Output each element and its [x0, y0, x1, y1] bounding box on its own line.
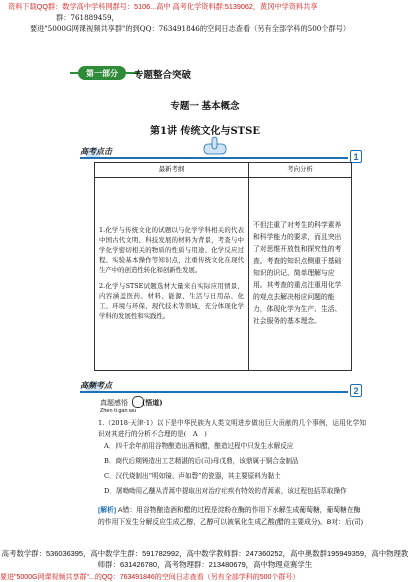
section-divider — [80, 391, 348, 393]
header-watermark-line2: 群：761889459， — [56, 13, 119, 22]
hand-pointer-icon — [202, 136, 232, 158]
footer-watermark-red: 要进"5000G网课视频共享群"...的QQ：763491846的空间日志查看（另有全部学科的500个群号） — [0, 574, 300, 581]
option-d: D．屠呦呦用乙醚从青蒿中提取出对治疗疟疾有特效的青蒿素，该过程包括萃取操作 — [104, 487, 347, 495]
part-title: 专题整合突破 — [134, 70, 192, 81]
requirement-item: 2.化学与STSE试题选材大量来自实际应用情景，内容涵盖医药、材料、能源、生活与日用品、化工、环境与环保、现代技术等领域，充分体现化学学科的发展性和实践性。 — [99, 281, 244, 320]
answer-analysis — [98, 505, 366, 528]
question-stem: 1.（2018·天津·1）以下是中华民族为人类文明进步做出巨大贡献的几个事例，运用化学知识对其进行的分析不合理的是( A ) — [98, 419, 366, 439]
requirements-cell — [95, 178, 249, 371]
syllabus-table — [94, 162, 352, 371]
header-watermark-line1: 资料下载QQ群：数学高中学科网群号：5106...高中 高考化学资料群:5139062，黄冈中学资料共享 — [8, 2, 318, 11]
option-b: B．商代后期铸造出工艺精湛的后(司)母戊鼎，该鼎属于铜合金制品 — [104, 457, 299, 465]
footer-watermark: 高考数学群：536036395，高中数学生群：591782992，高中数学教师群：247360252，高中奥数群195949359，高中物理教师群：631426780，高考物理群：213480679，高中物理竞赛学生 — [1, 549, 409, 569]
strategy-title — [100, 398, 136, 414]
section-number-badge: 2 — [350, 384, 362, 397]
option-c: C．汉代烧制出“明如镜、声如磬”的瓷器，其主要原料为黏土 — [104, 472, 281, 480]
table-row — [95, 178, 352, 371]
header-watermark-line3: 要进"5000G网课视频共享群"的到QQ：763491846的空间日志查看（另有全部学科的500个群号） — [30, 24, 351, 33]
section-number-badge: 1 — [350, 150, 362, 163]
strategy-chinese: 真题感悟 — [100, 400, 128, 407]
section-divider — [80, 157, 348, 159]
requirement-item: 1.化学与传统文化的试题以与化学学科相关的代表中国古代文明、科技发展的材料为背景，考查与中学化学密切相关的物质的性质与用途、化学反应过程、实验基本操作等知识点，注重传统文化在现代生产中的创造性转化和创新性发展。 — [99, 226, 244, 275]
section-label-exam-points: 高考点击 — [80, 147, 112, 156]
section-label-high-frequency: 高频考点 — [80, 381, 112, 390]
analysis-tag: [解析] — [98, 507, 117, 514]
analysis-text: A错：用谷物酿造酒和醋的过程是淀粉在酶的作用下水解生成葡萄糖，葡萄糖在酶的作用下发生分解反应生成乙醇，乙醇可以被氧化生成乙酸(醋的主要成分)。B对：后(司) — [98, 507, 364, 526]
table-header-row — [95, 163, 352, 178]
lecture-title: 第1讲 传统文化与STSE — [150, 126, 260, 137]
column-header-exam-analysis: 考向分析 — [249, 163, 352, 178]
analysis-cell: 不但注重了对考生的科学素养和科学能力的要求，而且突出了对思维开放性和探究性的考查。考查的知识点侧重于基础知识的识记、简单理解与应用。其考查的重点注重用化学的观点去解决相应问题的能力，体现化学为生产、生活、社会服务的基本理念。 — [249, 178, 352, 371]
strategy-pinyin: Zhen ti gan wu — [100, 408, 137, 414]
part-badge: 第一部分 — [78, 66, 126, 80]
option-a: A．四千余年前用谷物酿造出酒和醋，酿造过程中只发生水解反应 — [104, 442, 294, 450]
topic-title: 专题一 基本概念 — [170, 101, 240, 112]
strategy-tag: (悟道) — [142, 398, 163, 407]
column-header-latest-syllabus: 最新考纲 — [95, 163, 249, 178]
